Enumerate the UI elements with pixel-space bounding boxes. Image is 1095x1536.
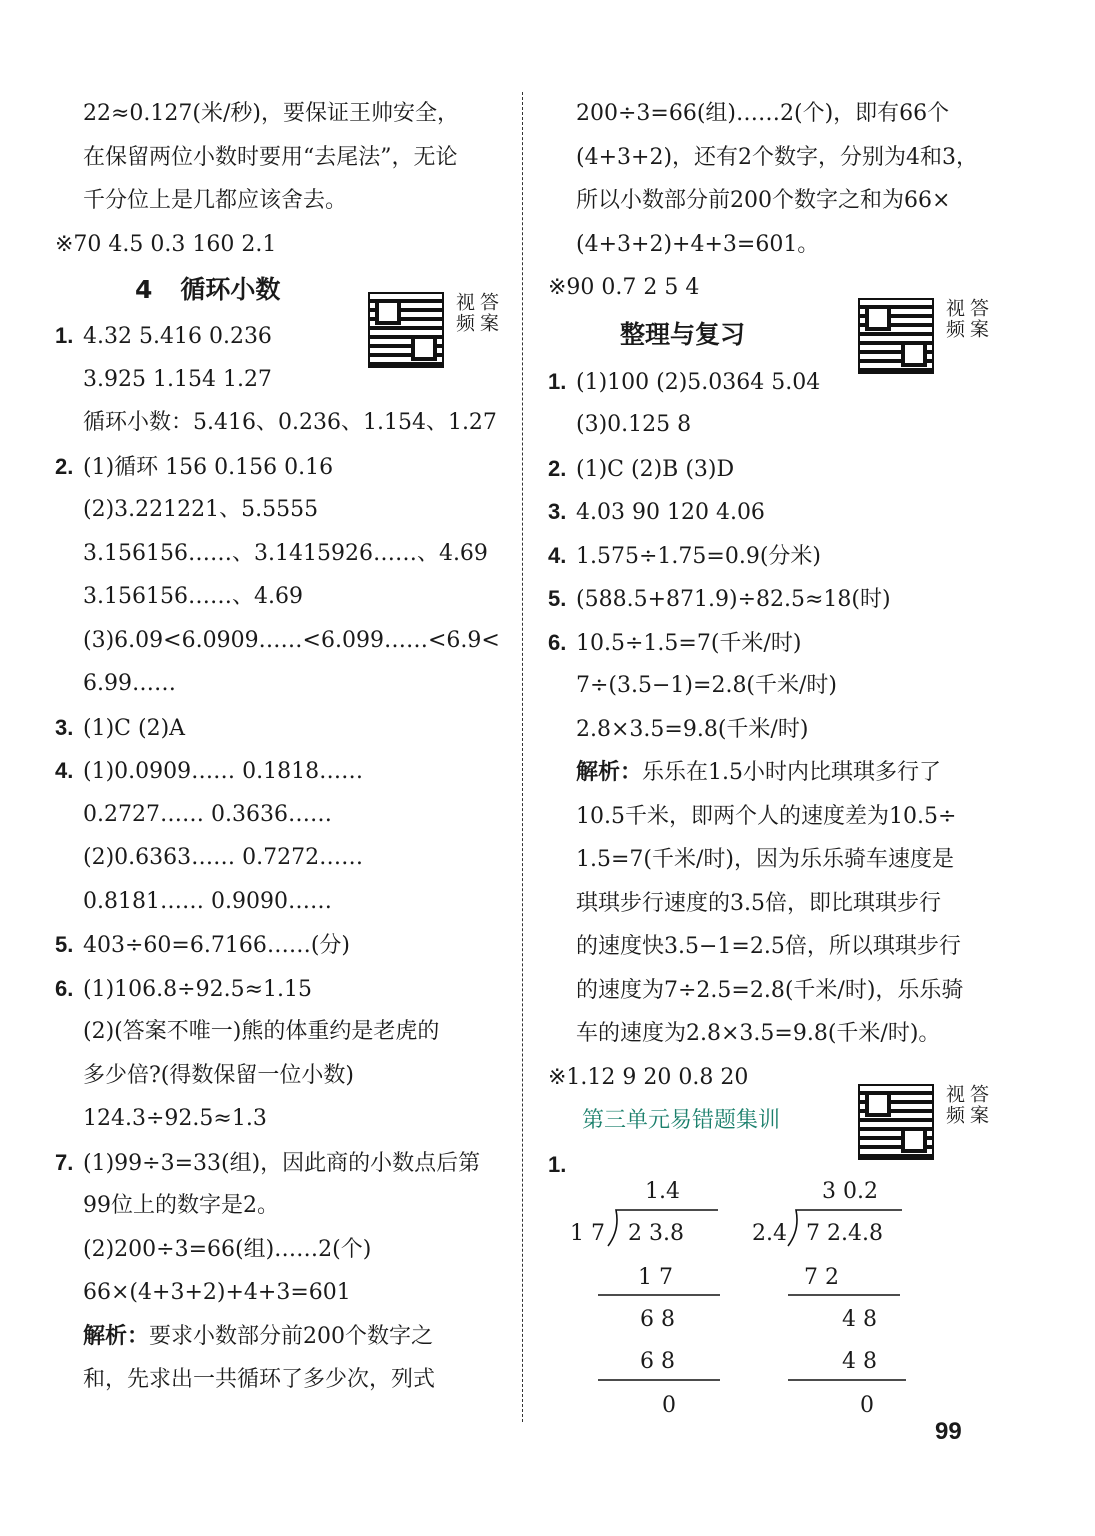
unit-title: 第三单元易错题集训 bbox=[582, 1108, 781, 1133]
text-line: (2)(答案不唯一)熊的体重约是老虎的 bbox=[83, 1019, 440, 1044]
subtract-2: 6 8 bbox=[640, 1349, 675, 1374]
remainder: 0 bbox=[860, 1393, 874, 1418]
subtract-2: 4 8 bbox=[842, 1349, 877, 1374]
question-7 bbox=[55, 1141, 505, 1185]
text-line: 的速度快3.5−1=2.5倍，所以琪琪步行 bbox=[576, 934, 961, 959]
review-5 bbox=[548, 577, 1008, 621]
text-line: 2.8×3.5=9.8(千米/时) bbox=[576, 716, 809, 742]
review-1 bbox=[548, 360, 1008, 404]
quotient: 1.4 bbox=[645, 1179, 680, 1204]
section-number: 4 bbox=[135, 275, 153, 304]
partial-1: 6 8 bbox=[640, 1307, 675, 1332]
question-number: 3. bbox=[548, 499, 567, 524]
text-line: (4+3+2)+4+3=601。 bbox=[576, 231, 820, 257]
dividend: 7 2.4.8 bbox=[806, 1221, 883, 1246]
column-divider bbox=[522, 92, 523, 1422]
bonus-answers: ※90 0.7 2 5 4 bbox=[548, 275, 700, 300]
text-line: 3.156156……、3.1415926……、4.69 bbox=[83, 540, 488, 566]
divisor: 1 7 bbox=[570, 1221, 605, 1246]
text-line: 多少倍?(得数保留一位小数) bbox=[83, 1062, 354, 1088]
text-line: (2)3.221221、5.5555 bbox=[83, 497, 319, 522]
text-line: 千分位上是几都应该舍去。 bbox=[83, 188, 348, 213]
question-number: 5. bbox=[548, 586, 567, 611]
text-line: 1.5=7(千米/时)，因为乐乐骑车速度是 bbox=[576, 847, 954, 872]
question-number: 7. bbox=[55, 1149, 74, 1175]
text-line: (4+3+2)，还有2个数字，分别为4和3， bbox=[576, 144, 979, 170]
answer-text: (1)循环 156 0.156 0.16 bbox=[83, 454, 334, 480]
left-column bbox=[55, 92, 505, 1402]
question-number: 4. bbox=[548, 542, 567, 568]
subtract-1: 1 7 bbox=[638, 1265, 673, 1290]
text-line: 和，先求出一共循环了多少次，列式 bbox=[83, 1367, 436, 1392]
answer-text: 403÷60=6.7166……(分) bbox=[83, 933, 350, 958]
question-number: 3. bbox=[55, 714, 74, 740]
question-number: 1. bbox=[55, 323, 74, 348]
text-line: (2)0.6363…… 0.7272…… bbox=[83, 845, 364, 870]
answer-text: (1)100 (2)5.0364 5.04 bbox=[576, 369, 821, 395]
long-division-1 bbox=[570, 1170, 750, 1425]
unit-heading bbox=[548, 1099, 1008, 1143]
text-line: 3.156156……、4.69 bbox=[83, 584, 303, 609]
text-line: 3.925 1.154 1.27 bbox=[83, 366, 272, 392]
question-6 bbox=[55, 967, 505, 1011]
text-line: (2)200÷3=66(组)……2(个) bbox=[83, 1236, 372, 1262]
review-4 bbox=[548, 534, 1008, 578]
analysis-label: 解析： bbox=[576, 759, 643, 785]
answer-text: 10.5÷1.5=7(千米/时) bbox=[576, 630, 802, 656]
analysis-text: 要求小数部分前200个数字之 bbox=[149, 1323, 434, 1349]
text-line: 车的速度为2.8×3.5=9.8(千米/时)。 bbox=[576, 1021, 941, 1046]
subtract-1: 7 2 bbox=[804, 1265, 839, 1290]
answer-text: (1)C (2)B (3)D bbox=[576, 456, 735, 482]
bonus-answers: ※70 4.5 0.3 160 2.1 bbox=[55, 231, 277, 257]
answer-text: (1)C (2)A bbox=[83, 715, 186, 741]
bonus-answers: ※1.12 9 20 0.8 20 bbox=[548, 1064, 749, 1090]
answer-text: 4.32 5.416 0.236 bbox=[83, 324, 272, 349]
text-line: 66×(4+3+2)+4+3=601 bbox=[83, 1280, 351, 1305]
question-number: 5. bbox=[55, 932, 74, 957]
question-2 bbox=[55, 445, 505, 489]
qr-label: 答案 bbox=[477, 292, 499, 334]
question-5 bbox=[55, 923, 505, 967]
text-line: 的速度为7÷2.5=2.8(千米/时)，乐乐骑 bbox=[576, 977, 964, 1003]
text-line: 琪琪步行速度的3.5倍，即比琪琪步行 bbox=[576, 890, 941, 916]
text-line: 在保留两位小数时要用“去尾法”，无论 bbox=[83, 144, 458, 170]
analysis-label: 解析： bbox=[83, 1322, 150, 1349]
remainder: 0 bbox=[662, 1393, 676, 1418]
text-line: 200÷3=66(组)……2(个)，即有66个 bbox=[576, 101, 950, 126]
text-line: 0.2727…… 0.3636…… bbox=[83, 801, 332, 827]
section-title: 整理与复习 bbox=[620, 319, 746, 349]
text-line: (3)6.09<6.0909……<6.099……<6.9< bbox=[83, 627, 500, 653]
question-number: 1. bbox=[548, 1151, 567, 1177]
text-line: 10.5千米，即两个人的速度差为10.5÷ bbox=[576, 803, 957, 829]
qr-label: 答案 bbox=[967, 1084, 989, 1126]
qr-code-video-1[interactable] bbox=[368, 292, 500, 368]
review-3 bbox=[548, 490, 1008, 534]
question-3 bbox=[55, 706, 505, 750]
review-6 bbox=[548, 621, 1008, 665]
question-number: 6. bbox=[55, 975, 74, 1001]
qr-caption bbox=[452, 292, 500, 334]
answer-text: (1)99÷3=33(组)，因此商的小数点后第 bbox=[83, 1150, 481, 1176]
page-number: 99 bbox=[935, 1418, 962, 1445]
text-line: 0.8181…… 0.9090…… bbox=[83, 888, 332, 914]
text-line: 99位上的数字是2。 bbox=[83, 1193, 279, 1218]
answer-text: 1.575÷1.75=0.9(分米) bbox=[576, 543, 821, 569]
qr-code-icon bbox=[368, 292, 444, 368]
dividend: 2 3.8 bbox=[628, 1221, 684, 1246]
question-number: 1. bbox=[548, 368, 567, 394]
question-number: 2. bbox=[548, 455, 567, 481]
quotient: 3 0.2 bbox=[822, 1179, 878, 1204]
qr-label: 视频 bbox=[943, 1084, 965, 1126]
text-line: 循环小数：5.416、0.236、1.154、1.27 bbox=[83, 410, 497, 435]
section-heading bbox=[548, 310, 1008, 360]
answer-text: (588.5+871.9)÷82.5≈18(时) bbox=[576, 587, 891, 612]
analysis-line bbox=[548, 751, 1008, 795]
answer-text: 4.03 90 120 4.06 bbox=[576, 500, 765, 525]
long-division-2 bbox=[752, 1170, 932, 1425]
text-line: 22≈0.127(米/秒)，要保证王帅安全， bbox=[83, 101, 459, 126]
answer-text: (1)0.0909…… 0.1818…… bbox=[83, 759, 364, 784]
section-title: 循环小数 bbox=[180, 275, 281, 304]
analysis-text: 乐乐在1.5小时内比琪琪多行了 bbox=[642, 760, 942, 785]
question-4 bbox=[55, 749, 505, 793]
question-number: 4. bbox=[55, 758, 74, 783]
text-line: 所以小数部分前200个数字之和为66× bbox=[576, 188, 951, 213]
text-line: 6.99…… bbox=[83, 671, 176, 696]
text-line: (3)0.125 8 bbox=[576, 412, 692, 437]
analysis-line bbox=[55, 1315, 505, 1359]
question-number: 2. bbox=[55, 453, 74, 479]
question-number: 6. bbox=[548, 629, 567, 655]
partial-1: 4 8 bbox=[842, 1307, 877, 1332]
text-line: 7÷(3.5−1)=2.8(千米/时) bbox=[576, 673, 838, 698]
qr-label: 答案 bbox=[967, 298, 989, 340]
answer-text: (1)106.8÷92.5≈1.15 bbox=[83, 976, 312, 1002]
qr-label: 视频 bbox=[943, 298, 965, 340]
qr-label: 视频 bbox=[453, 292, 475, 334]
right-column bbox=[548, 92, 1008, 1186]
text-line: 124.3÷92.5≈1.3 bbox=[83, 1106, 267, 1131]
review-2 bbox=[548, 447, 1008, 491]
divisor: 2.4 bbox=[752, 1221, 787, 1246]
